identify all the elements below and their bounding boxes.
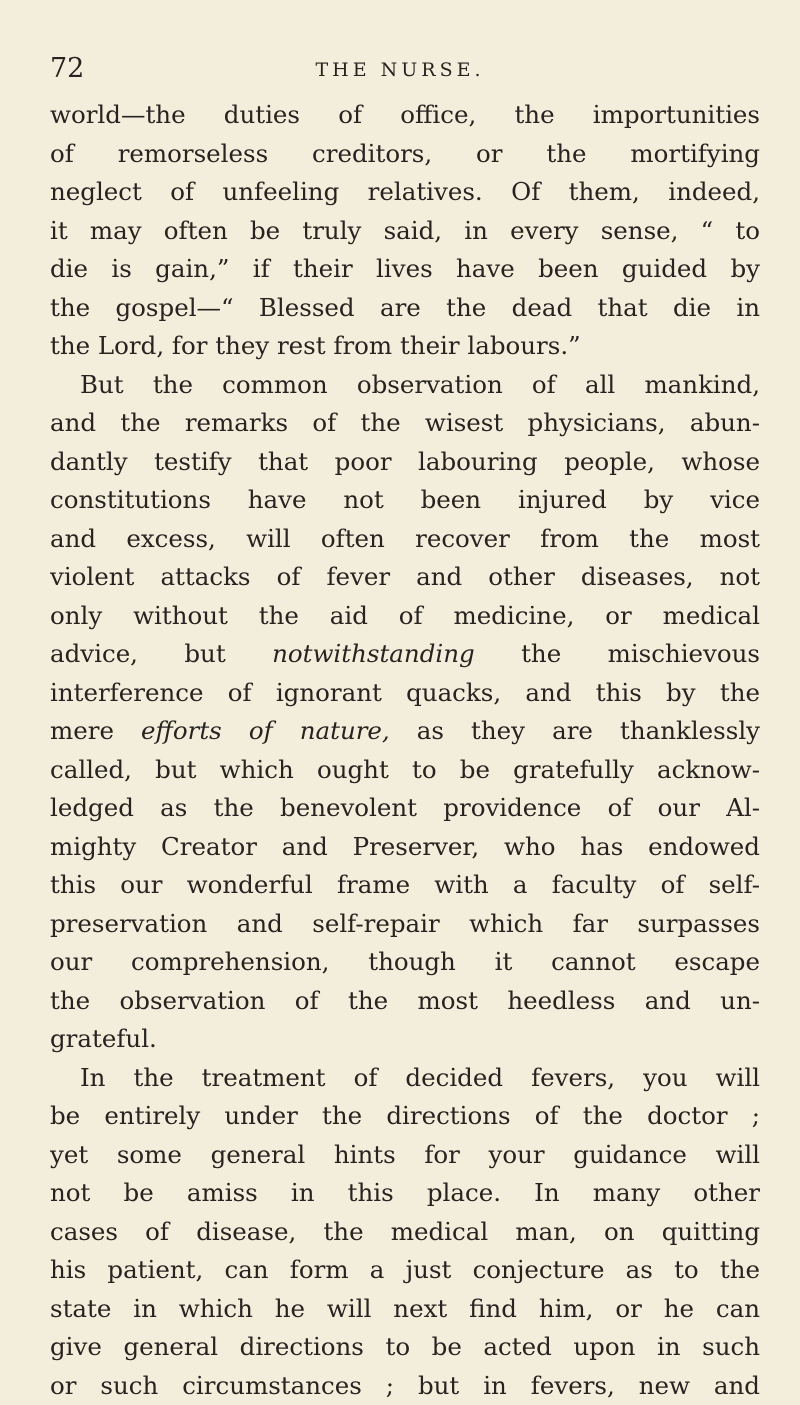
text-line: cases of disease, the medical man, on quitting xyxy=(50,1213,760,1252)
text-line: not be amiss in this place. In many other xyxy=(50,1174,760,1213)
text-line: advice, but notwithstanding the mischievous xyxy=(50,635,760,674)
text-line: constitutions have not been injured by vice xyxy=(50,481,760,520)
text-line: called, but which ought to be gratefully acknow- xyxy=(50,751,760,790)
text-line: grateful. xyxy=(50,1020,760,1059)
page-number: 72 xyxy=(50,52,84,86)
italic-emphasis: efforts of nature, xyxy=(141,716,390,745)
text-line: this our wonderful frame with a faculty of self- xyxy=(50,866,760,905)
text-line: preservation and self-repair which far surpasses xyxy=(50,905,760,944)
text-line: die is gain,” if their lives have been guided by xyxy=(50,250,760,289)
running-title: THE NURSE. xyxy=(50,56,750,84)
text-line: ledged as the benevolent providence of our Al- xyxy=(50,789,760,828)
text-line: world—the duties of office, the importunities xyxy=(50,96,760,135)
paragraph-start-line: But the common observation of all mankind, xyxy=(50,366,760,405)
text-line: the gospel—“ Blessed are the dead that die in xyxy=(50,289,760,328)
text-line: it may often be truly said, in every sense, “ to xyxy=(50,212,760,251)
text-line: mere efforts of nature, as they are thanklessly xyxy=(50,712,760,751)
text-line: give general directions to be acted upon in such xyxy=(50,1328,760,1367)
text-line: and excess, will often recover from the most xyxy=(50,520,760,559)
text-line: state in which he will next find him, or he can xyxy=(50,1290,760,1329)
text-line: only without the aid of medicine, or medical xyxy=(50,597,760,636)
text-line: be entirely under the directions of the doctor ; xyxy=(50,1097,760,1136)
text-line: the Lord, for they rest from their labours.” xyxy=(50,327,760,366)
text-line: interference of ignorant quacks, and this by the xyxy=(50,674,760,713)
text-line: his patient, can form a just conjecture as to the xyxy=(50,1251,760,1290)
text-line: and the remarks of the wisest physicians, abun- xyxy=(50,404,760,443)
text-line: mighty Creator and Preserver, who has endowed xyxy=(50,828,760,867)
page-header xyxy=(50,52,750,86)
text-line: dantly testify that poor labouring people, whose xyxy=(50,443,760,482)
text-line: of remorseless creditors, or the mortifying xyxy=(50,135,760,174)
italic-emphasis: notwithstanding xyxy=(272,639,475,668)
text-line: our comprehension, though it cannot escape xyxy=(50,943,760,982)
text-line: neglect of unfeeling relatives. Of them, indeed, xyxy=(50,173,760,212)
body-text xyxy=(50,96,760,1405)
text-line: violent attacks of fever and other diseases, not xyxy=(50,558,760,597)
text-line: yet some general hints for your guidance will xyxy=(50,1136,760,1175)
text-line: the observation of the most heedless and un- xyxy=(50,982,760,1021)
paragraph-start-line: In the treatment of decided fevers, you will xyxy=(50,1059,760,1098)
text-line: or such circumstances ; but in fevers, new and xyxy=(50,1367,760,1405)
